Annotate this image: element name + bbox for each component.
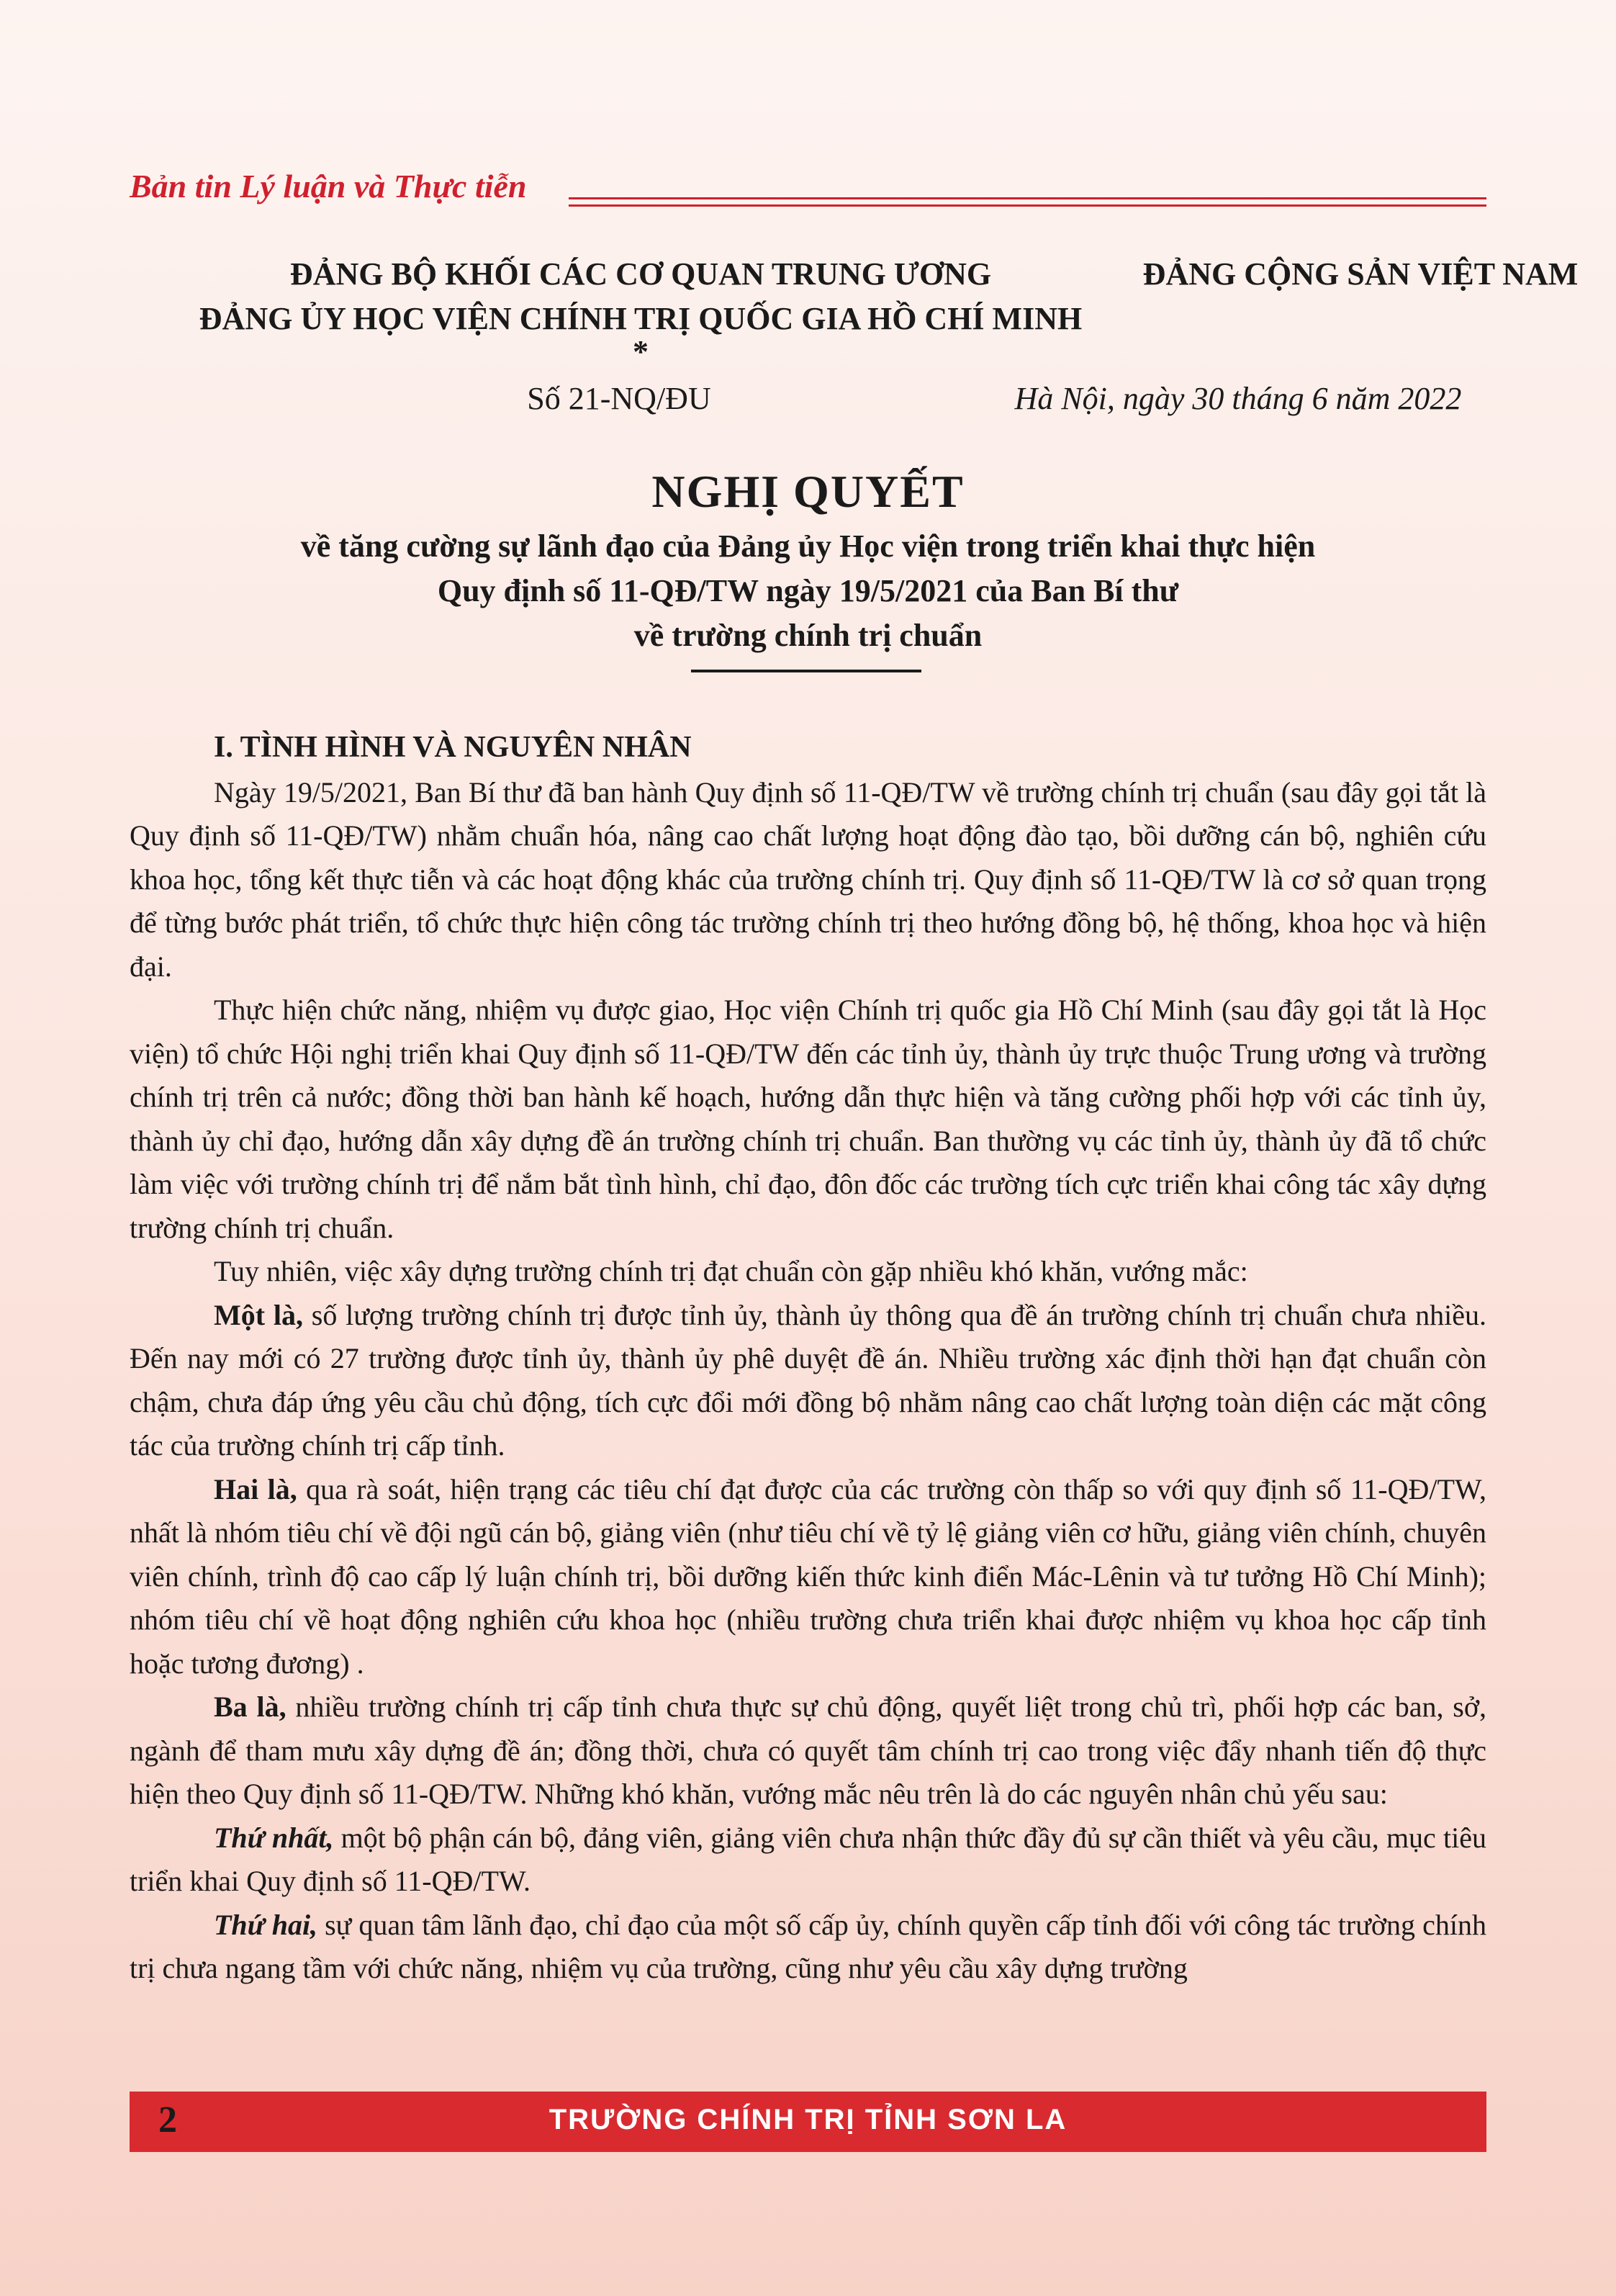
- org-mark: *: [633, 334, 649, 369]
- org-line-2: ĐẢNG ỦY HỌC VIỆN CHÍNH TRỊ QUỐC GIA HỒ CHÍ MINH: [199, 301, 1083, 336]
- paragraph-5: [130, 1468, 1486, 1686]
- party-name: [1109, 252, 1612, 297]
- document-title: NGHỊ QUYẾT: [651, 466, 965, 517]
- paragraph-4-lead: Một là,: [214, 1298, 303, 1331]
- paragraph-8-text: sự quan tâm lãnh đạo, chỉ đạo của một số cấp ủy, chính quyền cấp tỉnh đối với công tác trường chính trị chưa ngang tầm với chức năng, nhiệm vụ của trường, cũng như yêu cầu xây dựng trường: [130, 1908, 1486, 1984]
- org-line-1: ĐẢNG BỘ KHỐI CÁC CƠ QUAN TRUNG ƯƠNG: [289, 256, 992, 292]
- paragraph-7: [130, 1816, 1486, 1904]
- paragraph-8-lead: Thứ hai,: [214, 1908, 318, 1941]
- issuing-organization: [158, 252, 1123, 369]
- paragraph-7-lead: Thứ nhất,: [214, 1821, 334, 1854]
- organization-block: [130, 252, 1579, 374]
- page-header: [130, 167, 1486, 210]
- paragraph-6: [130, 1685, 1486, 1816]
- page-footer: [130, 2092, 1486, 2152]
- subtitle-line-3: về trường chính trị chuẩn: [633, 618, 983, 653]
- paragraph-3: Tuy nhiên, việc xây dựng trường chính trị đạt chuẩn còn gặp nhiều khó khăn, vướng mắc:: [214, 1255, 1248, 1287]
- dateline: Hà Nội, ngày 30 tháng 6 năm 2022: [1014, 381, 1462, 416]
- section-heading: I. TÌNH HÌNH VÀ NGUYÊN NHÂN: [214, 731, 692, 764]
- document-body: [130, 726, 1486, 1991]
- paragraph-1: Ngày 19/5/2021, Ban Bí thư đã ban hành Quy định số 11-QĐ/TW về trường chính trị chuẩn (sau đây gọi tắt là Quy định số 11-QĐ/TW) nhằm chuẩn hóa, nâng cao chất lượng hoạt động đào tạo, bồi dưỡng cán bộ, nghiên cứu khoa học, tổng kết thực tiễn và các hoạt động khác của trường chính trị. Quy định số 11-QĐ/TW là cơ sở quan trọng để từng bước phát triển, tổ chức thực hiện công tác trường chính trị theo hướng đồng bộ, hệ thống, khoa học và hiện đại.: [130, 775, 1486, 983]
- paragraph-8: [130, 1904, 1486, 1991]
- paragraph-4-text: số lượng trường chính trị được tỉnh ủy, thành ủy thông qua đề án trường chính trị chuẩn chưa nhiều. Đến nay mới có 27 trường được tỉnh ủy, thành ủy phê duyệt đề án. Nhiều trường xác định thời hạn đạt chuẩn còn chậm, chưa đáp ứng yêu cầu chủ động, tích cực đổi mới đồng bộ nhằm nâng cao chất lượng toàn diện các mặt công tác của trường chính trị cấp tỉnh.: [130, 1298, 1487, 1462]
- paragraph-7-text: một bộ phận cán bộ, đảng viên, giảng viên chưa nhận thức đầy đủ sự cần thiết và yêu cầu, mục tiêu triển khai Quy định số 11-QĐ/TW.: [130, 1821, 1487, 1897]
- title-divider: [691, 670, 921, 672]
- page-number: 2: [158, 2099, 177, 2140]
- paragraph-4: [130, 1294, 1486, 1468]
- paragraph-2: Thực hiện chức năng, nhiệm vụ được giao, Học viện Chính trị quốc gia Hồ Chí Minh (sau đây gọi tắt là Học viện) tổ chức Hội nghị triển khai Quy định số 11-QĐ/TW đến các tỉnh ủy, thành ủy trực thuộc Trung ương và trường chính trị trên cả nước; đồng thời ban hành kế hoạch, hướng dẫn thực hiện và tăng cường phối hợp với các tỉnh ủy, thành ủy chỉ đạo, hướng dẫn xây dựng đề án trường chính trị chuẩn. Ban thường vụ các tỉnh ủy, thành ủy đã tổ chức làm việc với trường chính trị để nắm bắt tình hình, chỉ đạo, đôn đốc các trường tích cực triển khai công tác xây dựng trường chính trị chuẩn.: [130, 994, 1486, 1244]
- paragraph-6-text: nhiều trường chính trị cấp tỉnh chưa thực sự chủ động, quyết liệt trong chủ trì, phối hợp các ban, sở, ngành để tham mưu xây dựng đề án; đồng thời, chưa có quyết tâm chính trị cao trong việc đẩy nhanh tiến độ thực hiện theo Quy định số 11-QĐ/TW. Những khó khăn, vướng mắc nêu trên là do các nguyên nhân chủ yếu sau:: [130, 1691, 1486, 1810]
- header-rule-bottom: [569, 204, 1486, 207]
- publication-title: Bản tin Lý luận và Thực tiễn: [130, 168, 527, 204]
- subtitle-line-2: Quy định số 11-QĐ/TW ngày 19/5/2021 của Ban Bí thư: [437, 573, 1179, 608]
- header-rule-top: [569, 197, 1486, 199]
- party-line-1: ĐẢNG CỘNG SẢN VIỆT NAM: [1142, 256, 1579, 292]
- paragraph-5-text: qua rà soát, hiện trạng các tiêu chí đạt được của các trường còn thấp so với quy định số 11-QĐ/TW, nhất là nhóm tiêu chí về đội ngũ cán bộ, giảng viên (như tiêu chí về tỷ lệ giảng viên cơ hữu, giảng viên chính, chuyên viên chính, trình độ cao cấp lý luận chính trị, bồi dưỡng kiến thức kinh điển Mác-Lênin và tư tưởng Hồ Chí Minh); nhóm tiêu chí về hoạt động nghiên cứu khoa học (nhiều trường chưa triển khai được nhiệm vụ khoa học cấp tỉnh hoặc tương đương) .: [130, 1472, 1486, 1680]
- paragraph-6-lead: Ba là,: [214, 1691, 286, 1723]
- paragraph-5-lead: Hai là,: [214, 1472, 297, 1505]
- subtitle-line-1: về tăng cường sự lãnh đạo của Đảng ủy Học viện trong triển khai thực hiện: [300, 528, 1316, 564]
- footer-title: TRƯỜNG CHÍNH TRỊ TỈNH SƠN LA: [549, 2104, 1067, 2135]
- document-number: Số 21-NQ/ĐU: [527, 381, 711, 416]
- document-subtitle: [202, 524, 1414, 658]
